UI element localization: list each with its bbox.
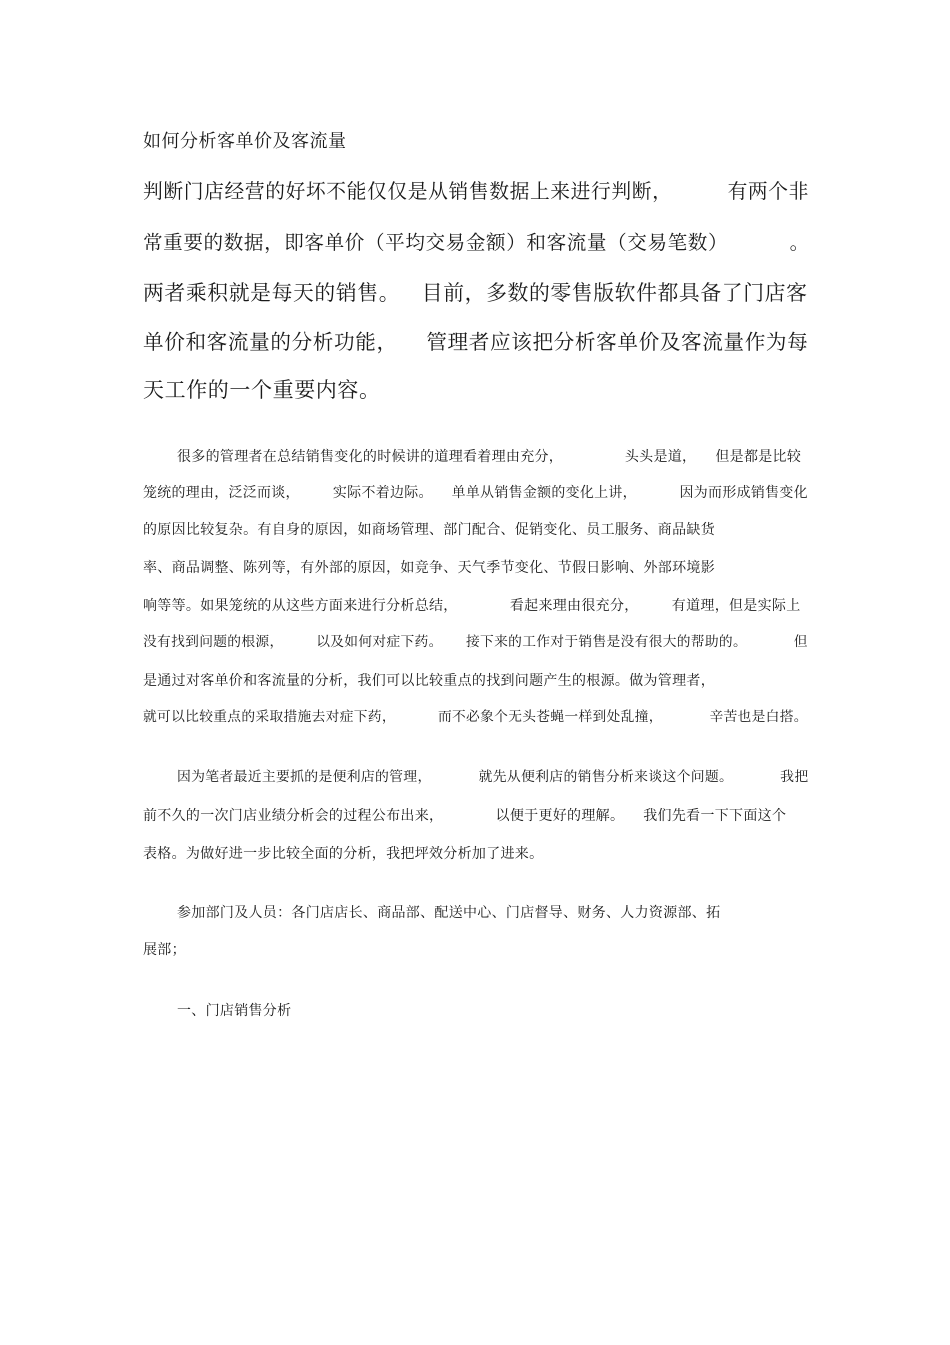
para1-line-7: 是通过对客单价和客流量的分析，我们可以比较重点的找到问题产生的根源。做为管理者，	[143, 673, 715, 689]
para1-line-8: 就可以比较重点的采取措施去对症下药， 而不必象个无头苍蝇一样到处乱撞， 辛苦也是白搭。	[143, 709, 808, 725]
lead-line-4: 单价和客流量的分析功能， 管理者应该把分析客单价及客流量作为每	[143, 330, 809, 354]
lead-line-5: 天工作的一个重要内容。	[143, 378, 381, 402]
para2-line-2: 前不久的一次门店业绩分析会的过程公布出来， 以便于更好的理解。 我们先看一下下面这个	[143, 808, 787, 824]
para2-line-1: 因为笔者最近主要抓的是便利店的管理， 就先从便利店的销售分析来谈这个问题。 我把	[177, 769, 809, 785]
lead-line-2: 常重要的数据，即客单价（平均交易金额）和客流量（交易笔数） 。	[143, 231, 810, 254]
para3-line-1: 参加部门及人员：各门店店长、商品部、配送中心、门店督导、财务、人力资源部、拓	[177, 905, 721, 921]
lead-line-3: 两者乘积就是每天的销售。 目前，多数的零售版软件都具备了门店客	[143, 281, 808, 305]
para2-line-3: 表格。为做好进一步比较全面的分析，我把坪效分析加了进来。	[143, 846, 544, 862]
para3-line-2: 展部；	[143, 942, 186, 958]
para1-line-6: 没有找到问题的根源， 以及如何对症下药。 接下来的工作对于销售是没有很大的帮助的。 但	[143, 634, 808, 650]
para1-line-2: 笼统的理由，泛泛而谈， 实际不着边际。 单单从销售金额的变化上讲， 因为而形成销售变化	[143, 485, 808, 501]
para1-line-3: 的原因比较复杂。有自身的原因，如商场管理、部门配合、促销变化、员工服务、商品缺货	[143, 522, 715, 538]
para1-line-1: 很多的管理者在总结销售变化的时候讲的道理看着理由充分， 头头是道， 但是都是比较	[177, 449, 802, 465]
para1-line-4: 率、商品调整、陈列等，有外部的原因，如竞争、天气季节变化、节假日影响、外部环境影	[143, 560, 715, 576]
para1-line-5: 响等等。如果笼统的从这些方面来进行分析总结， 看起来理由很充分， 有道理，但是实际上	[143, 598, 801, 614]
section-heading: 一、门店销售分析	[177, 1003, 292, 1019]
lead-line-1: 判断门店经营的好坏不能仅仅是从销售数据上来进行判断， 有两个非	[143, 180, 810, 203]
document-title: 如何分析客单价及客流量	[143, 131, 347, 152]
